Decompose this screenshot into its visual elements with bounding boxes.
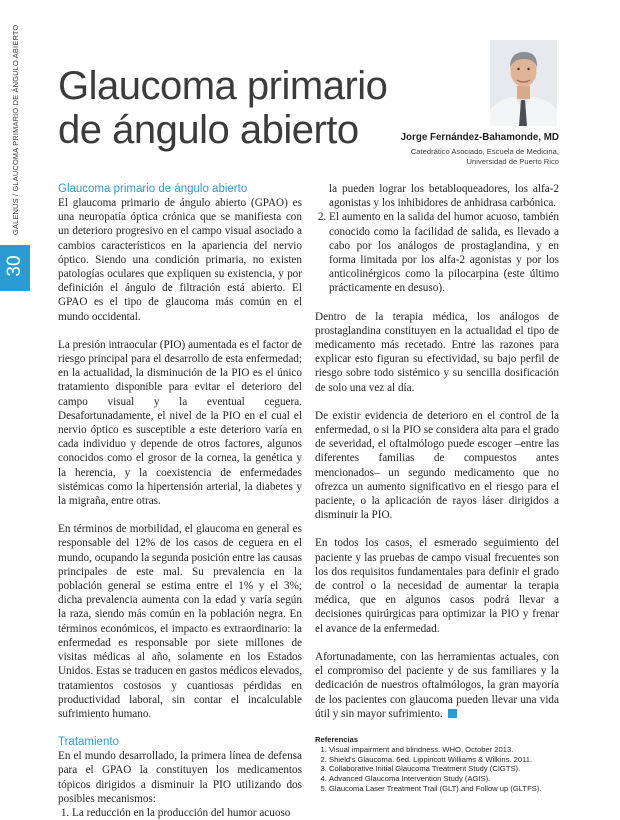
references-list xyxy=(315,745,559,794)
running-header-text: GALENUS / GLAUCOMA PRIMARIO DE ÁNGULO ABIERTO xyxy=(11,24,20,235)
right-column xyxy=(315,182,559,794)
paragraph: El glaucoma primario de ángulo abierto (GPAO) es una neuropatía óptica crónica que se manifiesta con un deterioro progresivo en el campo visual asociado a cambios característicos en la apariencia del nervio óptico. Siendo una condición primaria, no existen patologías oculares que expliquen su existencia, y por definición el ángulo de filtración está abierto. El GPAO es el tipo de glaucoma más común en el mundo occidental. xyxy=(58,197,302,323)
references xyxy=(315,735,559,794)
author-portrait xyxy=(490,40,557,126)
mechanism-list-continued xyxy=(315,210,559,295)
title-line-2: de ángulo abierto xyxy=(58,108,359,152)
author-block xyxy=(401,132,559,167)
author-affiliation-2: Universidad de Puerto Rico xyxy=(466,157,559,166)
title-line-1: Glaucoma primario xyxy=(58,64,388,108)
author-affiliation-1: Catedrático Asociado, Escuela de Medicina, xyxy=(410,147,559,156)
paragraph: Dentro de la terapia médica, los análogos de prostaglandina constituyen en la actualidad el tipo de medicamento más recetado. Entre las razones para explicar esto figuran su efectividad, su bajo perfil de riesgo sobre todo sistémico y su sencilla dosificación de solo una vez al día. xyxy=(315,310,559,394)
author-portrait-image xyxy=(490,40,557,126)
end-mark-icon xyxy=(448,709,457,718)
paragraph-text: Afortunadamente, con las herramientas actuales, con el compromiso del paciente y de sus familiares y la dedicación de nuestros oftalmólogos, la gran mayoría de los pacientes con glaucoma pueden llevar una vida útil y sin mayor sufrimiento. xyxy=(315,650,559,720)
reference-item: 1. Visual impairment and blindness. WHO, October 2013. xyxy=(329,745,559,755)
paragraph: En términos de morbilidad, el glaucoma en general es responsable del 12% de los casos de ceguera en el mundo, ocupando la segunda posición entre las causas principales de este mal. Su prevalencia en la población general se estima entre el 1% y el 3%; dicha prevalencia aumenta con la edad y varía según la raza, siendo más común en la población negra. En términos económicos, el impacto es extraordinario: la enfermedad es responsable por siete millones de visitas médicas al año, solamente en los Estados Unidos. Estas se traducen en gastos médicos elevados, tratamientos costosos y cuantiosas pérdidas en productividad laboral, sin contar el incalculable sufrimiento humano. xyxy=(58,523,302,720)
page-number-box xyxy=(0,245,30,291)
references-title: Referencias xyxy=(315,734,359,744)
list-item: 2. El aumento en la salida del humor acuoso, también conocido como la facilidad de salida, es llevado a cabo por los análogos de prostaglandina, y en forma limitada por los alfa-2 agonistas y por los anticolinérgicos como la pilocarpina (este último prácticamente en desuso). xyxy=(329,210,559,295)
list-item-continuation: la pueden lograr los betabloqueadores, los alfa-2 agonistas y los inhibidores de anhidrasa carbónica. xyxy=(329,183,559,210)
reference-item: 4. Advanced Glaucoma Intervention Study (AGIS). xyxy=(329,774,559,784)
reference-item: 3. Collaborative Initial Glaucoma Treatment Study (CIGTS). xyxy=(329,764,559,774)
mechanism-list xyxy=(58,806,302,820)
section-heading-gpao: Glaucoma primario de ángulo abierto xyxy=(58,183,248,195)
paragraph: En el mundo desarrollado, la primera línea de defensa para el GPAO la constituyen los medicamentos tópicos dirigidos a disminuir la PIO utilizando dos posibles mecanismos: xyxy=(58,750,302,805)
left-column xyxy=(58,182,302,820)
author-name: Jorge Fernández-Bahamonde, MD xyxy=(400,132,559,143)
reference-item: 5. Glaucoma Laser Treatment Trail (GLT) and Follow up (GLTFS). xyxy=(329,784,559,794)
reference-item: 2. Shield's Glaucoma. 6ed. Lippincott Williams & Wilkins. 2011. xyxy=(329,755,559,765)
paragraph: La presión intraocular (PIO) aumentada es el factor de riesgo principal para el desarrollo de esta enfermedad; en la actualidad, la disminución de la PIO es el único tratamiento disponible para evitar el deterioro del campo visual y la eventual ceguera. Desafortunadamente, el nivel de la PIO en el cual el nervio óptico es susceptible a este deterioro varía en cada individuo y depende de otros factores, algunos conocidos como el grosor de la cornea, la genética y la herencia, y la coexistencia de enfermedades sistémicas como la hipertensión arterial, la diabetes y la migraña, entre otras. xyxy=(58,338,302,508)
side-rail xyxy=(0,0,30,802)
section-heading-tratamiento: Tratamiento xyxy=(58,736,119,749)
list-item: 1. La reducción en la producción del humor acuoso xyxy=(72,806,302,820)
paragraph: En todos los casos, el esmerado seguimiento del paciente y las pruebas de campo visual frecuentes son los dos requisitos fundamentales para definir el grado de control o la necesidad de aumentar la terapia médica, que en algunos casos podrá llevar a decisiones quirúrgicas para optimizar la PIO y frenar el avance de la enfermedad. xyxy=(315,537,559,635)
paragraph: De existir evidencia de deterioro en el control de la enfermedad, o si la PIO se considera alta para el grado de severidad, el oftalmólogo puede escoger –entre las diferentes familias de compuestos antes mencionados– un segundo medicamento que no ofrezca un aumento significativo en el riesgo para el paciente, o la aplicación de rayos láser dirigidos a disminuir la PIO. xyxy=(315,409,559,522)
page-number: 30 xyxy=(4,255,25,277)
closing-paragraph xyxy=(315,650,559,721)
